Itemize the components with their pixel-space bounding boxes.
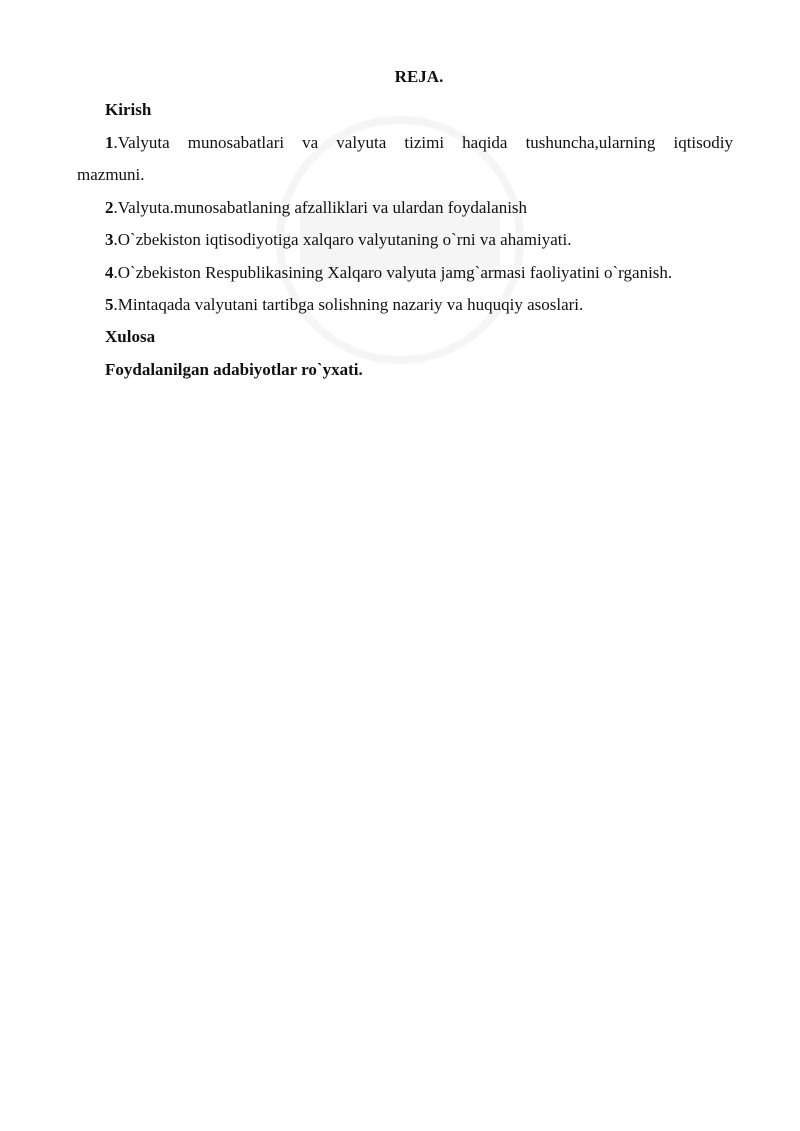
plan-item-number: 3 [105,230,114,249]
plan-item-text: .Mintaqada valyutani tartibga solishning nazariy va huquqiy asoslari. [113,295,584,314]
plan-item-text: .Valyuta munosabatlari va valyuta tizimi haqida tushuncha,ularning iqtisodiy [113,133,733,152]
plan-item-3 [105,229,571,251]
plan-item-1-continuation: mazmuni. [77,165,145,184]
plan-item-text: .Valyuta.munosabatlaning afzalliklari va ulardan foydalanish [113,198,528,217]
page-title: REJA. [394,67,444,86]
plan-item-2 [105,197,527,219]
plan-item-number: 1 [105,133,114,152]
plan-item-text: .O`zbekiston iqtisodiyotiga xalqaro valyutaning o`rni va ahamiyati. [113,230,572,249]
intro-heading: Kirish [105,100,152,119]
plan-item-number: 2 [105,198,114,217]
plan-item-text: .O`zbekiston Respublikasining Xalqaro valyuta jamg`armasi faoliyatini o`rganish. [113,263,673,282]
plan-item-1 [105,132,733,154]
conclusion-heading: Xulosa [105,327,156,346]
plan-item-5 [105,294,583,316]
plan-item-4 [105,262,672,284]
plan-item-number: 4 [105,263,114,282]
plan-item-number: 5 [105,295,114,314]
references-heading: Foydalanilgan adabiyotlar ro`yxati. [105,360,363,379]
